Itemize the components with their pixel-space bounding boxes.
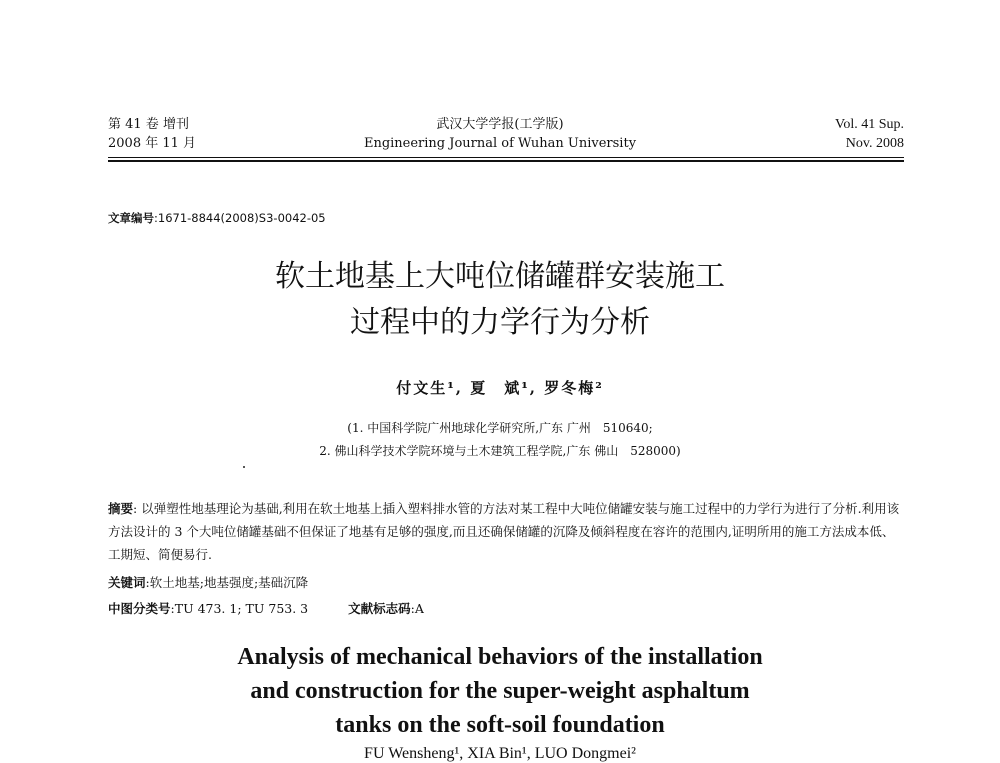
affiliation-1: (1. 中国科学院广州地球化学研究所,广东 广州 510640; — [347, 421, 653, 435]
classification — [108, 599, 424, 617]
abstract-label: 摘要 — [108, 501, 134, 516]
title-en-line2: and construction for the super-weight asphaltum — [250, 678, 750, 704]
doc-code-label: 文献标志码 — [348, 601, 411, 616]
doc-code-value: :A — [410, 601, 424, 616]
header-right — [835, 115, 904, 153]
stray-mark — [243, 466, 245, 468]
article-number — [108, 210, 326, 226]
header-rule-thick — [108, 160, 904, 162]
keywords-label: 关键词 — [108, 575, 146, 590]
abstract-text: : 以弹塑性地基理论为基础,利用在软土地基上插入塑料排水管的方法对某工程中大吨位储罐安装与施工过程中的力学行为进行了分析.利用该方法设计的 3 个大吨位储罐基础不但保证了地基有足够的强度,而且还确保储罐的沉降及倾斜程度在容许的范围内,证明所用的施工方法成本低、工期短、简便易行. — [108, 501, 900, 562]
title-cn-line2: 过程中的力学行为分析 — [350, 305, 650, 340]
header-rule-thin — [108, 157, 904, 158]
volume-en: Vol. 41 Sup. — [835, 117, 904, 132]
date-cn: 2008 年 11 月 — [108, 136, 197, 151]
journal-name-cn: 武汉大学学报(工学版) — [436, 117, 564, 132]
title-en-line3: tanks on the soft-soil foundation — [335, 712, 665, 738]
title-en-line1: Analysis of mechanical behaviors of the installation — [237, 644, 763, 670]
article-number-label: 文章编号 — [108, 211, 154, 225]
affiliation-2: 2. 佛山科学技术学院环境与土木建筑工程学院,广东 佛山 528000) — [319, 444, 681, 458]
date-en: Nov. 2008 — [845, 136, 904, 151]
keywords-text: :软土地基;地基强度;基础沉降 — [145, 575, 309, 590]
keywords — [108, 573, 308, 591]
clc-text: :TU 473. 1; TU 753. 3 — [170, 601, 309, 616]
header-left — [108, 115, 196, 153]
volume-cn: 第 41 卷 增刊 — [108, 117, 189, 132]
authors-cn: 付文生¹, 夏 斌¹, 罗冬梅² — [396, 379, 604, 397]
authors-en: FU Wensheng¹, XIA Bin¹, LUO Dongmei² — [364, 745, 636, 762]
header-center — [300, 115, 700, 153]
abstract — [108, 497, 904, 566]
clc-label: 中图分类号 — [108, 601, 171, 616]
journal-name-en: Engineering Journal of Wuhan University — [363, 136, 637, 151]
title-cn-line1: 软土地基上大吨位储罐群安装施工 — [275, 259, 725, 294]
article-number-value: :1671-8844(2008)S3-0042-05 — [154, 211, 326, 225]
